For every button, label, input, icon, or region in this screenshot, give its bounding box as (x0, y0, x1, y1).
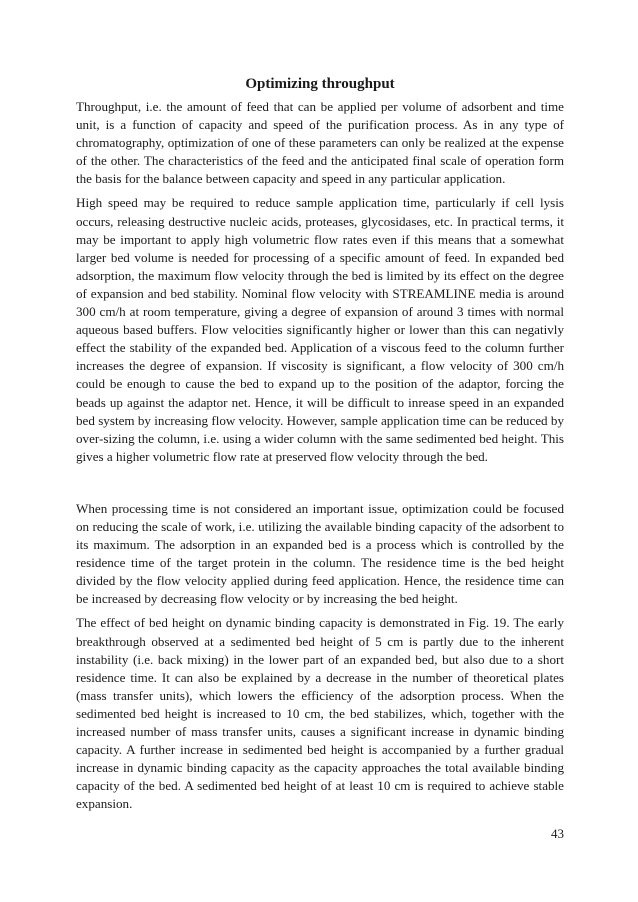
page-number: 43 (551, 826, 564, 841)
paragraph-bed-height-effect: The effect of bed height on dynamic binding capacity is demonstrated in Fig. 19. The early breakthrough observed at a sedimented bed height of 5 cm is partly due to the inherent instability (i.e. back mixing) in the lower part of an expanded bed, but also due to a short residence time. It can also be explained by a decrease in the number of theoretical plates (mass transfer units), which lowers the efficiency of the adsorption process. When the sedimented bed height is increased to 10 cm, the bed stabilizes, which, together with the increased number of mass transfer units, causes a significant increase in dynamic binding capacity. A further increase in sedimented bed height is accompanied by a further gradual increase in dynamic binding capacity as the capacity approaches the total available binding capacity of the bed. A sedimented bed height of at least 10 cm is required to achieve stable expansion. (76, 615, 564, 812)
paragraph-high-speed: High speed may be required to reduce sample application time, particularly if cell lysis occurs, releasing destructive nucleic acids, proteases, glycosidases, etc. In practical terms, it may be important to apply high volumetric flow rates even if this means that a somewhat larger bed volume is needed for processing of a specific amount of feed. In expanded bed adsorption, the maximum flow velocity through the bed is limited by its effect on the degree of expansion and bed stability. Nominal flow velocity with STREAMLINE media is around 300 cm/h at room temperature, giving a degree of expansion of around 3 times with normal aqueous based buffers. Flow velocities significantly higher or lower than this can negativly effect the stability of the expanded bed. Application of a viscous feed to the column further increases the degree of expansion. If viscosity is significant, a flow velocity of 300 cm/h could be enough to cause the bed to expand up to the position of the adaptor, forcing the beads up against the adaptor net. Hence, it will be difficult to inrease speed in an expanded bed system by increasing flow velocity. However, sample application time can be reduced by over-sizing the column, i.e. using a wider column with the same sedimented bed height. This gives a higher volumetric flow rate at preserved flow velocity through the bed. (76, 195, 564, 464)
paragraph-gap (76, 472, 564, 500)
section-title: Optimizing throughput (245, 76, 395, 92)
paragraph-throughput-definition: Throughput, i.e. the amount of feed that can be applied per volume of adsorbent and time unit, is a function of capacity and speed of the purification process. As in any type of chromatography, optimization of one of these parameters can only be realized at the expense of the other. The characteristics of the feed and the anticipated final scale of operation form the basis for the balance between capacity and speed in any particular application. (76, 99, 564, 187)
page-content (76, 74, 564, 819)
paragraph-processing-time: When processing time is not considered an important issue, optimization could be focused on reducing the scale of work, i.e. utilizing the available binding capacity of the adsorbent to its maximum. The adsorption in an expanded bed is a process which is controlled by the residence time of the target protein in the column. The residence time is the bed height divided by the flow velocity applied during feed application. Hence, the residence time can be increased by decreasing flow velocity or by increasing the bed height. (76, 500, 564, 607)
